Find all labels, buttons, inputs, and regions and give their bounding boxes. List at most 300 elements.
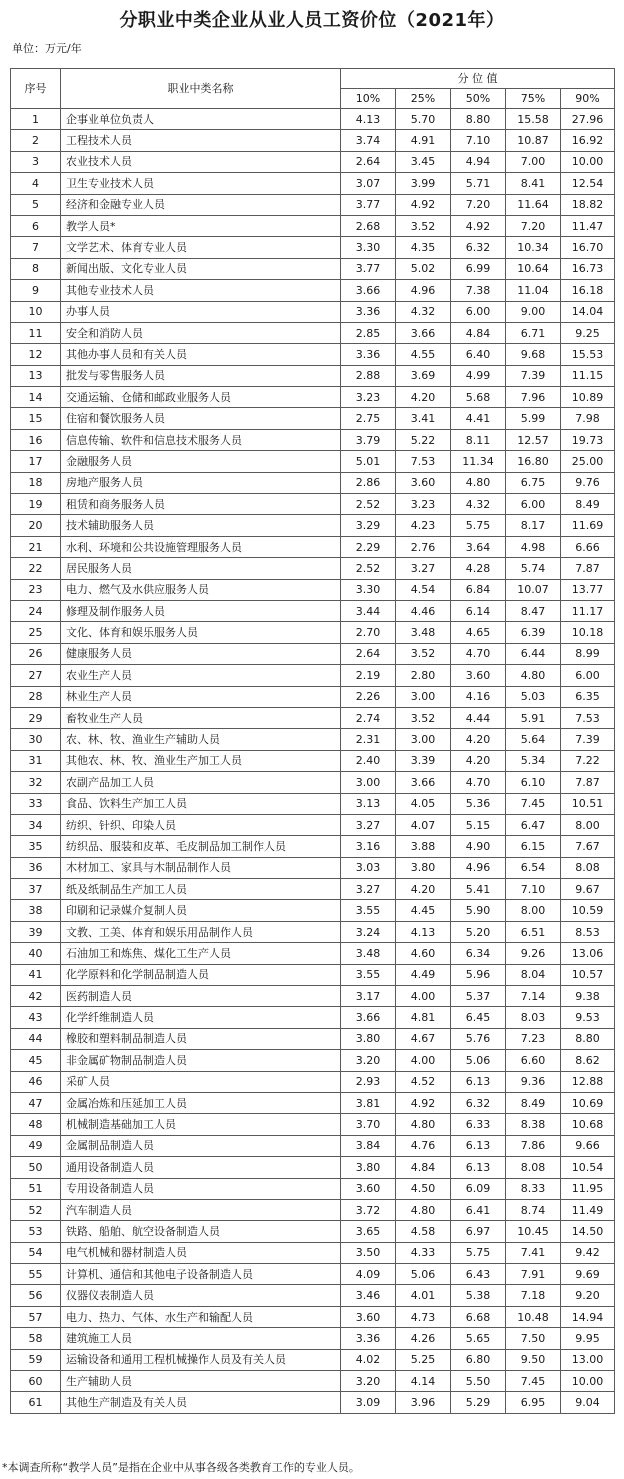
cell-p90: 10.59: [561, 900, 615, 921]
cell-p90: 9.04: [561, 1392, 615, 1413]
cell-p90: 13.00: [561, 1349, 615, 1370]
cell-p10: 3.72: [341, 1199, 396, 1220]
cell-p25: 4.96: [396, 280, 451, 301]
cell-p10: 2.88: [341, 365, 396, 386]
table-row: [11, 1285, 615, 1306]
cell-p10: 2.93: [341, 1071, 396, 1092]
cell-occupation-name: 石油加工和炼焦、煤化工生产人员: [61, 943, 341, 964]
cell-p90: 9.42: [561, 1242, 615, 1263]
cell-p50: 6.32: [451, 1092, 506, 1113]
cell-p50: 6.13: [451, 1071, 506, 1092]
cell-p90: 9.69: [561, 1264, 615, 1285]
table-row: [11, 814, 615, 835]
cell-p10: 3.20: [341, 1050, 396, 1071]
cell-occupation-name: 金属制品制造人员: [61, 1135, 341, 1156]
cell-p90: 13.77: [561, 579, 615, 600]
cell-p25: 5.25: [396, 1349, 451, 1370]
cell-occupation-name: 技术辅助服务人员: [61, 515, 341, 536]
cell-p10: 3.77: [341, 194, 396, 215]
cell-p75: 8.03: [506, 1007, 561, 1028]
cell-p75: 11.64: [506, 194, 561, 215]
cell-p10: 3.80: [341, 1157, 396, 1178]
table-row: [11, 365, 615, 386]
table-row: [11, 322, 615, 343]
cell-p90: 19.73: [561, 429, 615, 450]
cell-p25: 4.05: [396, 793, 451, 814]
cell-p10: 3.16: [341, 836, 396, 857]
cell-serial-number: 28: [11, 686, 61, 707]
cell-serial-number: 29: [11, 707, 61, 728]
header-percentile-90: 90%: [561, 89, 615, 109]
cell-p10: 3.36: [341, 301, 396, 322]
cell-serial-number: 46: [11, 1071, 61, 1092]
header-percentile-50: 50%: [451, 89, 506, 109]
cell-occupation-name: 农业生产人员: [61, 665, 341, 686]
cell-p10: 3.77: [341, 258, 396, 279]
table-row: [11, 109, 615, 130]
cell-p25: 4.46: [396, 600, 451, 621]
cell-p25: 3.23: [396, 494, 451, 515]
cell-serial-number: 48: [11, 1114, 61, 1135]
table-row: [11, 1050, 615, 1071]
cell-p75: 9.36: [506, 1071, 561, 1092]
table-row: [11, 1092, 615, 1113]
cell-p75: 8.00: [506, 900, 561, 921]
cell-serial-number: 56: [11, 1285, 61, 1306]
cell-p90: 14.50: [561, 1221, 615, 1242]
cell-p10: 5.01: [341, 451, 396, 472]
cell-p90: 7.39: [561, 729, 615, 750]
table-row: [11, 1071, 615, 1092]
cell-p90: 6.35: [561, 686, 615, 707]
table-body: [11, 109, 615, 1414]
cell-p90: 9.76: [561, 472, 615, 493]
cell-serial-number: 6: [11, 215, 61, 236]
cell-p90: 9.67: [561, 879, 615, 900]
cell-occupation-name: 医药制造人员: [61, 986, 341, 1007]
table-row: [11, 301, 615, 322]
header-percentile-group: 分 位 值: [341, 69, 615, 89]
cell-occupation-name: 租赁和商务服务人员: [61, 494, 341, 515]
cell-occupation-name: 农、林、牧、渔业生产辅助人员: [61, 729, 341, 750]
cell-p50: 8.11: [451, 429, 506, 450]
cell-p75: 8.49: [506, 1092, 561, 1113]
cell-p10: 2.31: [341, 729, 396, 750]
table-row: [11, 686, 615, 707]
cell-p75: 4.98: [506, 536, 561, 557]
cell-p75: 6.47: [506, 814, 561, 835]
table-row: [11, 237, 615, 258]
cell-occupation-name: 纸及纸制品生产加工人员: [61, 879, 341, 900]
cell-p90: 13.06: [561, 943, 615, 964]
cell-occupation-name: 纺织、针织、印染人员: [61, 814, 341, 835]
cell-occupation-name: 居民服务人员: [61, 558, 341, 579]
cell-occupation-name: 工程技术人员: [61, 130, 341, 151]
cell-p75: 6.44: [506, 643, 561, 664]
cell-p50: 7.10: [451, 130, 506, 151]
cell-p50: 4.32: [451, 494, 506, 515]
cell-p25: 3.41: [396, 408, 451, 429]
cell-p25: 3.52: [396, 643, 451, 664]
cell-occupation-name: 铁路、船舶、航空设备制造人员: [61, 1221, 341, 1242]
cell-p90: 16.73: [561, 258, 615, 279]
table-row: [11, 772, 615, 793]
cell-p50: 4.70: [451, 643, 506, 664]
cell-p25: 4.49: [396, 964, 451, 985]
cell-p10: 3.46: [341, 1285, 396, 1306]
cell-p10: 3.09: [341, 1392, 396, 1413]
table-row: [11, 1221, 615, 1242]
cell-p10: 3.66: [341, 1007, 396, 1028]
cell-p75: 5.64: [506, 729, 561, 750]
cell-p50: 6.00: [451, 301, 506, 322]
cell-p25: 4.26: [396, 1328, 451, 1349]
cell-p25: 4.33: [396, 1242, 451, 1263]
cell-p75: 5.91: [506, 707, 561, 728]
cell-p90: 10.68: [561, 1114, 615, 1135]
cell-p90: 11.95: [561, 1178, 615, 1199]
table-row: [11, 600, 615, 621]
cell-p90: 8.53: [561, 921, 615, 942]
cell-occupation-name: 其他专业技术人员: [61, 280, 341, 301]
table-row: [11, 964, 615, 985]
cell-p90: 8.00: [561, 814, 615, 835]
cell-p10: 2.29: [341, 536, 396, 557]
cell-p90: 11.15: [561, 365, 615, 386]
cell-serial-number: 59: [11, 1349, 61, 1370]
cell-p10: 2.64: [341, 151, 396, 172]
cell-occupation-name: 通用设备制造人员: [61, 1157, 341, 1178]
cell-p90: 10.69: [561, 1092, 615, 1113]
cell-p90: 7.67: [561, 836, 615, 857]
cell-p50: 4.41: [451, 408, 506, 429]
cell-p25: 4.67: [396, 1028, 451, 1049]
table-row: [11, 387, 615, 408]
table-row: [11, 515, 615, 536]
table-row: [11, 408, 615, 429]
cell-occupation-name: 修理及制作服务人员: [61, 600, 341, 621]
table-row: [11, 258, 615, 279]
cell-serial-number: 55: [11, 1264, 61, 1285]
cell-p75: 8.38: [506, 1114, 561, 1135]
cell-occupation-name: 批发与零售服务人员: [61, 365, 341, 386]
cell-serial-number: 3: [11, 151, 61, 172]
table-row: [11, 1114, 615, 1135]
cell-p25: 4.54: [396, 579, 451, 600]
table-row: [11, 1135, 615, 1156]
table-row: [11, 429, 615, 450]
cell-occupation-name: 电力、燃气及水供应服务人员: [61, 579, 341, 600]
footnote: *本调查所称“教学人员”是指在企业中从事各级各类教育工作的专业人员。: [2, 1461, 360, 1474]
cell-occupation-name: 生产辅助人员: [61, 1371, 341, 1392]
cell-serial-number: 27: [11, 665, 61, 686]
cell-p75: 6.10: [506, 772, 561, 793]
cell-occupation-name: 计算机、通信和其他电子设备制造人员: [61, 1264, 341, 1285]
cell-occupation-name: 运输设备和通用工程机械操作人员及有关人员: [61, 1349, 341, 1370]
table-row: [11, 1028, 615, 1049]
cell-p75: 7.23: [506, 1028, 561, 1049]
cell-serial-number: 53: [11, 1221, 61, 1242]
cell-p50: 3.60: [451, 665, 506, 686]
cell-p25: 4.55: [396, 344, 451, 365]
cell-p10: 3.66: [341, 280, 396, 301]
cell-p90: 15.53: [561, 344, 615, 365]
table-row: [11, 879, 615, 900]
cell-p50: 4.20: [451, 750, 506, 771]
cell-p90: 7.98: [561, 408, 615, 429]
cell-p25: 3.96: [396, 1392, 451, 1413]
table-row: [11, 1371, 615, 1392]
cell-p75: 11.04: [506, 280, 561, 301]
cell-p25: 3.69: [396, 365, 451, 386]
cell-serial-number: 19: [11, 494, 61, 515]
cell-occupation-name: 畜牧业生产人员: [61, 707, 341, 728]
header-percentile-75: 75%: [506, 89, 561, 109]
cell-p90: 10.00: [561, 1371, 615, 1392]
cell-p50: 5.90: [451, 900, 506, 921]
cell-p75: 5.34: [506, 750, 561, 771]
table-row: [11, 1392, 615, 1413]
cell-p25: 4.01: [396, 1285, 451, 1306]
cell-p75: 7.00: [506, 151, 561, 172]
cell-p75: 6.15: [506, 836, 561, 857]
cell-p10: 2.68: [341, 215, 396, 236]
cell-occupation-name: 机械制造基础加工人员: [61, 1114, 341, 1135]
cell-p10: 3.79: [341, 429, 396, 450]
cell-p75: 6.51: [506, 921, 561, 942]
cell-serial-number: 9: [11, 280, 61, 301]
cell-occupation-name: 其他农、林、牧、渔业生产加工人员: [61, 750, 341, 771]
cell-p25: 3.48: [396, 622, 451, 643]
cell-p75: 10.07: [506, 579, 561, 600]
cell-p90: 11.17: [561, 600, 615, 621]
cell-p90: 14.94: [561, 1306, 615, 1327]
cell-occupation-name: 农副产品加工人员: [61, 772, 341, 793]
table-row: [11, 622, 615, 643]
cell-p50: 4.99: [451, 365, 506, 386]
cell-p50: 6.41: [451, 1199, 506, 1220]
cell-p25: 2.76: [396, 536, 451, 557]
cell-occupation-name: 文教、工美、体育和娱乐用品制作人员: [61, 921, 341, 942]
table-row: [11, 921, 615, 942]
table-row: [11, 344, 615, 365]
cell-p10: 3.44: [341, 600, 396, 621]
cell-p25: 4.35: [396, 237, 451, 258]
table-row: [11, 1242, 615, 1263]
cell-p10: 3.30: [341, 579, 396, 600]
cell-p10: 3.03: [341, 857, 396, 878]
cell-serial-number: 11: [11, 322, 61, 343]
cell-p10: 3.17: [341, 986, 396, 1007]
cell-p90: 16.92: [561, 130, 615, 151]
cell-p10: 2.75: [341, 408, 396, 429]
cell-p25: 4.92: [396, 194, 451, 215]
cell-occupation-name: 专用设备制造人员: [61, 1178, 341, 1199]
cell-p25: 4.32: [396, 301, 451, 322]
cell-p10: 3.55: [341, 900, 396, 921]
cell-p10: 3.50: [341, 1242, 396, 1263]
table-row: [11, 558, 615, 579]
cell-occupation-name: 汽车制造人员: [61, 1199, 341, 1220]
cell-p50: 6.14: [451, 600, 506, 621]
cell-p50: 4.96: [451, 857, 506, 878]
cell-p75: 10.45: [506, 1221, 561, 1242]
cell-p50: 7.20: [451, 194, 506, 215]
header-occupation-name: 职业中类名称: [61, 69, 341, 109]
cell-serial-number: 54: [11, 1242, 61, 1263]
cell-serial-number: 50: [11, 1157, 61, 1178]
cell-p50: 11.34: [451, 451, 506, 472]
cell-p90: 11.69: [561, 515, 615, 536]
cell-p25: 4.58: [396, 1221, 451, 1242]
cell-p75: 5.03: [506, 686, 561, 707]
cell-p90: 16.70: [561, 237, 615, 258]
cell-p90: 16.18: [561, 280, 615, 301]
cell-p90: 8.08: [561, 857, 615, 878]
cell-p25: 4.13: [396, 921, 451, 942]
cell-p25: 3.27: [396, 558, 451, 579]
cell-p90: 10.00: [561, 151, 615, 172]
cell-p10: 3.80: [341, 1028, 396, 1049]
cell-p90: 12.88: [561, 1071, 615, 1092]
cell-p50: 5.75: [451, 1242, 506, 1263]
cell-p75: 7.20: [506, 215, 561, 236]
cell-p90: 8.80: [561, 1028, 615, 1049]
cell-p10: 3.13: [341, 793, 396, 814]
cell-p50: 4.92: [451, 215, 506, 236]
cell-serial-number: 47: [11, 1092, 61, 1113]
table-row: [11, 1199, 615, 1220]
cell-p25: 3.45: [396, 151, 451, 172]
cell-serial-number: 61: [11, 1392, 61, 1413]
cell-p50: 6.34: [451, 943, 506, 964]
cell-p90: 7.87: [561, 772, 615, 793]
cell-p50: 6.99: [451, 258, 506, 279]
cell-p75: 9.00: [506, 301, 561, 322]
cell-p25: 4.14: [396, 1371, 451, 1392]
cell-p75: 8.47: [506, 600, 561, 621]
cell-occupation-name: 经济和金融专业人员: [61, 194, 341, 215]
cell-occupation-name: 非金属矿物制品制造人员: [61, 1050, 341, 1071]
cell-serial-number: 15: [11, 408, 61, 429]
cell-p50: 6.33: [451, 1114, 506, 1135]
cell-p75: 6.54: [506, 857, 561, 878]
cell-p10: 2.74: [341, 707, 396, 728]
cell-p10: 3.81: [341, 1092, 396, 1113]
cell-p25: 4.81: [396, 1007, 451, 1028]
cell-serial-number: 45: [11, 1050, 61, 1071]
cell-p25: 4.20: [396, 879, 451, 900]
cell-occupation-name: 其他生产制造及有关人员: [61, 1392, 341, 1413]
cell-occupation-name: 其他办事人员和有关人员: [61, 344, 341, 365]
unit-label: 单位：万元/年: [12, 42, 82, 55]
table-row: [11, 130, 615, 151]
cell-p10: 3.29: [341, 515, 396, 536]
cell-p75: 7.96: [506, 387, 561, 408]
cell-p50: 5.38: [451, 1285, 506, 1306]
cell-p25: 5.06: [396, 1264, 451, 1285]
cell-occupation-name: 农业技术人员: [61, 151, 341, 172]
cell-p50: 5.06: [451, 1050, 506, 1071]
cell-serial-number: 7: [11, 237, 61, 258]
cell-p90: 10.89: [561, 387, 615, 408]
cell-p90: 18.82: [561, 194, 615, 215]
cell-p75: 6.60: [506, 1050, 561, 1071]
header-percentile-10: 10%: [341, 89, 396, 109]
cell-occupation-name: 住宿和餐饮服务人员: [61, 408, 341, 429]
table-row: [11, 536, 615, 557]
cell-p75: 7.91: [506, 1264, 561, 1285]
cell-occupation-name: 林业生产人员: [61, 686, 341, 707]
cell-p75: 8.08: [506, 1157, 561, 1178]
cell-p50: 5.41: [451, 879, 506, 900]
cell-p50: 6.84: [451, 579, 506, 600]
cell-p50: 5.37: [451, 986, 506, 1007]
cell-p25: 3.66: [396, 322, 451, 343]
cell-p75: 7.50: [506, 1328, 561, 1349]
cell-serial-number: 58: [11, 1328, 61, 1349]
cell-p90: 14.04: [561, 301, 615, 322]
cell-occupation-name: 企事业单位负责人: [61, 109, 341, 130]
cell-p90: 7.87: [561, 558, 615, 579]
cell-p10: 3.55: [341, 964, 396, 985]
cell-p25: 5.22: [396, 429, 451, 450]
cell-serial-number: 34: [11, 814, 61, 835]
cell-p75: 8.33: [506, 1178, 561, 1199]
cell-occupation-name: 建筑施工人员: [61, 1328, 341, 1349]
cell-occupation-name: 交通运输、仓储和邮政业服务人员: [61, 387, 341, 408]
cell-occupation-name: 仪器仪表制造人员: [61, 1285, 341, 1306]
table-row: [11, 857, 615, 878]
cell-p25: 4.00: [396, 986, 451, 1007]
cell-serial-number: 21: [11, 536, 61, 557]
cell-occupation-name: 文化、体育和娱乐服务人员: [61, 622, 341, 643]
cell-p50: 4.94: [451, 151, 506, 172]
cell-p75: 12.57: [506, 429, 561, 450]
cell-p50: 4.20: [451, 729, 506, 750]
cell-p75: 16.80: [506, 451, 561, 472]
cell-p25: 3.66: [396, 772, 451, 793]
cell-p75: 8.41: [506, 173, 561, 194]
cell-occupation-name: 信息传输、软件和信息技术服务人员: [61, 429, 341, 450]
cell-p10: 2.64: [341, 643, 396, 664]
cell-p75: 10.87: [506, 130, 561, 151]
cell-p50: 6.80: [451, 1349, 506, 1370]
cell-occupation-name: 电气机械和器材制造人员: [61, 1242, 341, 1263]
cell-p25: 4.60: [396, 943, 451, 964]
table-row: [11, 900, 615, 921]
cell-serial-number: 37: [11, 879, 61, 900]
cell-serial-number: 20: [11, 515, 61, 536]
cell-p90: 27.96: [561, 109, 615, 130]
cell-serial-number: 60: [11, 1371, 61, 1392]
cell-p50: 8.80: [451, 109, 506, 130]
cell-p75: 7.39: [506, 365, 561, 386]
cell-serial-number: 38: [11, 900, 61, 921]
cell-serial-number: 2: [11, 130, 61, 151]
table-row: [11, 451, 615, 472]
cell-p25: 5.02: [396, 258, 451, 279]
cell-occupation-name: 金融服务人员: [61, 451, 341, 472]
cell-serial-number: 36: [11, 857, 61, 878]
cell-occupation-name: 金属冶炼和压延加工人员: [61, 1092, 341, 1113]
salary-table: [10, 68, 615, 1414]
cell-occupation-name: 电力、热力、气体、水生产和输配人员: [61, 1306, 341, 1327]
table-row: [11, 986, 615, 1007]
table-row: [11, 151, 615, 172]
cell-serial-number: 8: [11, 258, 61, 279]
cell-serial-number: 1: [11, 109, 61, 130]
